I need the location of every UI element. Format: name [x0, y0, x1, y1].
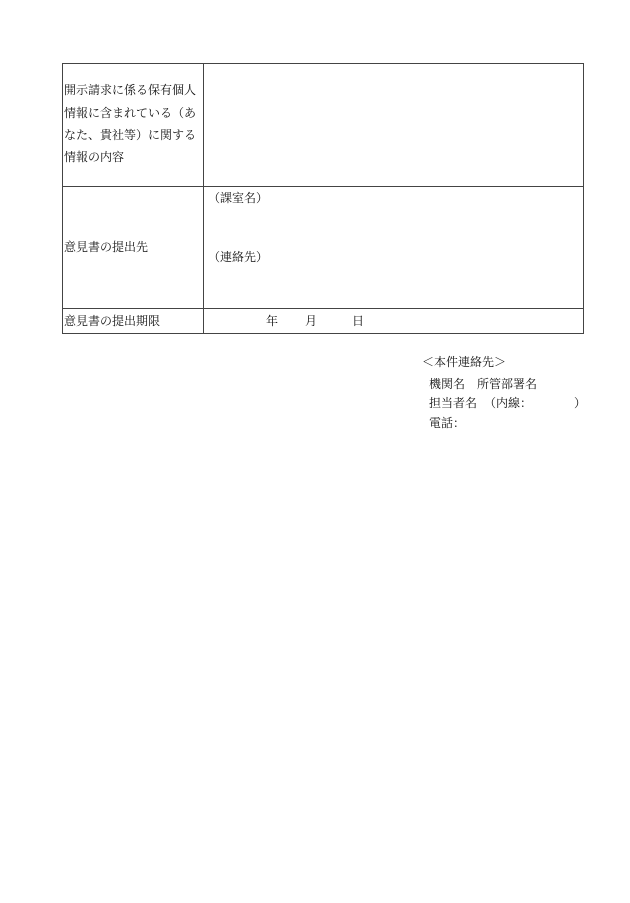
dept-name-label: （課室名）: [208, 191, 269, 205]
table-border-bottom: [62, 333, 584, 334]
day-label: 日: [352, 314, 365, 328]
contact-extension: （内線：: [484, 396, 533, 410]
table-column-divider: [203, 63, 204, 334]
table-border-left: [62, 63, 63, 334]
contact-org: 機関名 所管部署名: [429, 377, 538, 391]
contact-person: 担当者名: [429, 396, 478, 410]
contact-heading: ＜本件連絡先＞: [422, 355, 507, 369]
table-border-right: [583, 63, 584, 334]
row1-label-line: なた、貴社等）に関する: [64, 128, 197, 142]
contact-label: （連絡先）: [208, 250, 269, 264]
contact-phone: 電話：: [429, 416, 466, 430]
row3-label: 意見書の提出期限: [64, 314, 161, 328]
month-label: 月: [305, 314, 318, 328]
year-label: 年: [266, 314, 279, 328]
table-border-top: [62, 63, 584, 64]
contact-extension-close: ）: [574, 396, 587, 410]
table-divider: [62, 308, 584, 309]
row1-label-line: 開示請求に係る保有個人: [64, 83, 197, 97]
row1-label-line: 情報の内容: [64, 150, 125, 164]
row2-label: 意見書の提出先: [64, 240, 149, 254]
table-divider: [62, 186, 584, 187]
row1-label-line: 情報に含まれている（あ: [64, 106, 197, 120]
